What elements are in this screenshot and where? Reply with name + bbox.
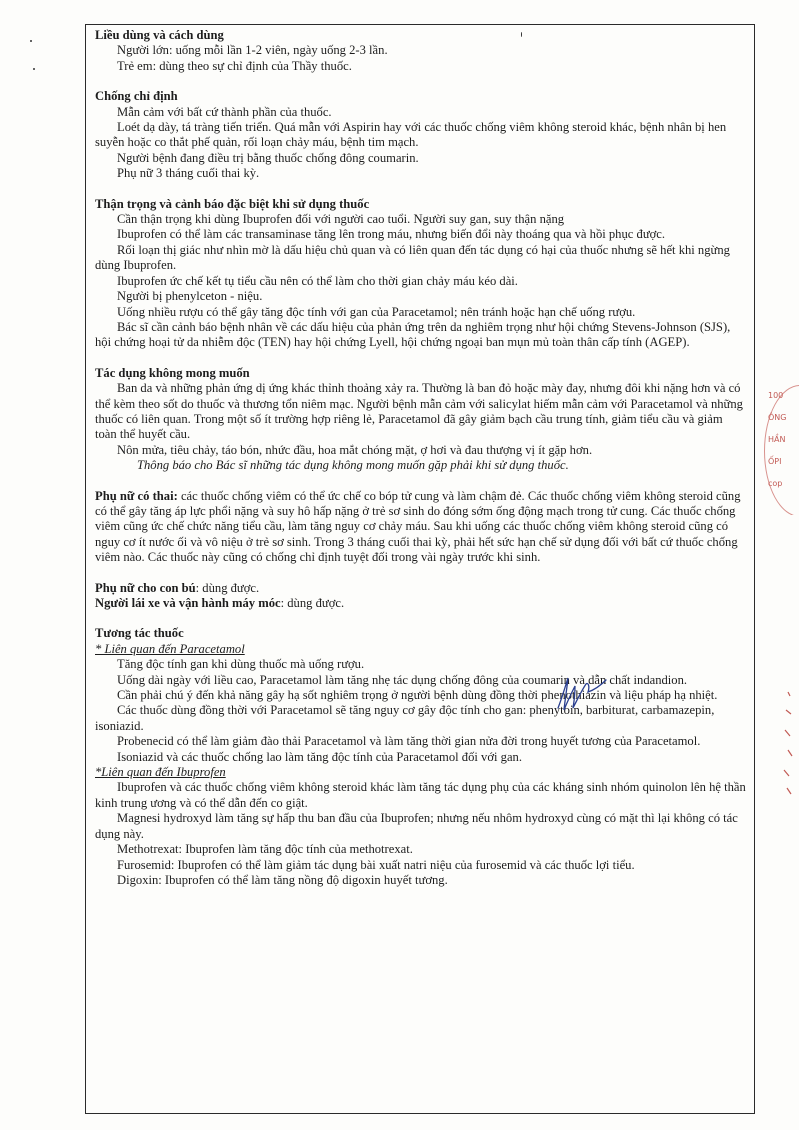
stamp-text: ÔNG xyxy=(768,413,787,422)
paragraph: Bác sĩ cần cảnh báo bệnh nhân về các dấu hiệu của phản ứng trên da nghiêm trọng như hội chứng Stevens-Johnson (SJS), hội chứng hoại tử da nhiễm độc (TEN) hay hội chứng Lyell, hội chứng ngoại ban mụn mủ toàn thân cấp tính (AGEP). xyxy=(95,319,731,350)
section-heading: Thận trọng và cảnh báo đặc biệt khi sử dụng thuốc xyxy=(95,196,370,211)
paragraph: Tăng độc tính gan khi dùng thuốc mà uống rượu. xyxy=(117,657,365,672)
stamp-fragment xyxy=(782,690,794,800)
stamp-text: 100 xyxy=(768,391,784,400)
subheading-ibuprofen: *Liên quan đến Ibuprofen xyxy=(95,765,226,780)
paragraph: Ibuprofen và các thuốc chống viêm không steroid khác làm tăng tác dụng phụ của các kháng sinh nhóm quinolon lên hệ thần kinh trung ương và có thể dẫn đến co giật. xyxy=(95,780,746,810)
paragraph: Probenecid có thể làm giảm đào thải Paracetamol và làm tăng thời gian nửa đời trong huyết tương của Paracetamol. xyxy=(117,734,701,749)
paragraph: Furosemid: Ibuprofen có thể làm giảm tác dụng bài xuất natri niệu của furosemid và các thuốc lợi tiểu. xyxy=(117,857,635,872)
pregnancy-text: các thuốc chống viêm có thể ức chế co bóp tử cung và làm chậm đẻ. Các thuốc chống viêm không steroid cũng có thể gây tăng áp lực phổi nặng và suy hô hấp nặng ở trẻ sơ sinh do đóng sớm ống động mạch trong tử cung. Các thuốc chống viêm cũng ức chế chức năng tiểu cầu, làm tăng nguy cơ chảy máu. Sau khi uống các thuốc chống viêm không steroid cũng có nguy cơ ít nước ối và vô niệu ở trẻ sơ sinh. Trong 3 tháng cuối thai kỳ, phải hết sức hạn chế sử dụng đối với bất cứ thuốc chống viêm nào. Các thuốc này cũng có chống chỉ định tuyệt đối trong vài ngày trước khi sinh. xyxy=(95,488,741,565)
scan-speck xyxy=(30,40,32,42)
section-heading: Tác dụng không mong muốn xyxy=(95,365,250,380)
stamp-text: HẦN xyxy=(768,435,786,444)
paragraph: Ibuprofen có thể làm các transaminase tăng lên trong máu, nhưng biến đổi này thoáng qua và hồi phục được. xyxy=(117,227,666,242)
paragraph xyxy=(95,489,747,566)
section-heading: Liều dùng và cách dùng xyxy=(95,28,224,42)
paragraph: Ibuprofen ức chế kết tụ tiểu cầu nên có thể làm cho thời gian chảy máu kéo dài. xyxy=(117,273,518,288)
paragraph: Mẫn cảm với bất cứ thành phần của thuốc. xyxy=(117,104,332,119)
paragraph: Người bệnh đang điều trị bằng thuốc chống đông coumarin. xyxy=(117,150,419,165)
document-body xyxy=(95,28,747,903)
paragraph xyxy=(95,596,747,611)
paragraph: Phụ nữ 3 tháng cuối thai kỳ. xyxy=(117,166,260,181)
paragraph: Ban da và những phản ứng dị ứng khác thỉnh thoảng xảy ra. Thường là ban đỏ hoặc mày đay, nhưng đôi khi nặng hơn và có thể kèm theo sốt do thuốc và thương tổn niêm mạc. Người bệnh mẫn cảm với salicylat hiếm mẫn cảm với Paracetamol và những thuốc có liên quan. Trong một số ít trường hợp riêng lẻ, Paracetamol đã gây giảm bạch cầu trung tính, giảm tiểu cầu và giảm toàn thể huyết cầu. xyxy=(95,381,743,442)
paragraph: Loét dạ dày, tá tràng tiến triển. Quá mẫn với Aspirin hay với các thuốc chống viêm không steroid khác, bệnh nhân bị hen suyễn hoặc co thắt phế quản, rối loạn chảy máu, bệnh tim mạch. xyxy=(95,120,727,150)
section-dosage xyxy=(95,28,747,74)
paragraph: Cần phải chú ý đến khả năng gây hạ sốt nghiêm trọng ở người bệnh dùng đồng thời phenothiazin và liệu pháp hạ nhiệt. xyxy=(117,688,718,703)
paragraph: Methotrexat: Ibuprofen làm tăng độc tính của methotrexat. xyxy=(117,842,413,857)
section-contraindications xyxy=(95,89,747,181)
driving-label: Người lái xe và vận hành máy móc xyxy=(95,596,281,610)
paragraph: Cần thận trọng khi dùng Ibuprofen đối với người cao tuổi. Người suy gan, suy thận nặng xyxy=(117,212,565,227)
driving-text: : dùng được. xyxy=(280,596,345,610)
pregnancy-label: Phụ nữ có thai: xyxy=(95,488,178,503)
section-lactation-driving xyxy=(95,581,747,612)
paragraph: Uống nhiều rượu có thể gây tăng độc tính với gan của Paracetamol; nên tránh hoặc hạn chế uống rượu. xyxy=(117,304,636,319)
section-interactions xyxy=(95,626,747,888)
paragraph xyxy=(95,581,747,596)
stamp-text: cop xyxy=(768,479,783,488)
paragraph: Các thuốc dùng đồng thời với Paracetamol sẽ tăng nguy cơ gây độc tính cho gan: phenytoin, barbiturat, carbamazepin, isoniazid. xyxy=(95,703,715,733)
section-heading: Tương tác thuốc xyxy=(95,626,184,641)
section-pregnancy xyxy=(95,489,747,566)
paragraph: Người lớn: uống mỗi lần 1-2 viên, ngày uống 2-3 lần. xyxy=(117,43,388,58)
lactation-label: Phụ nữ cho con bú xyxy=(95,580,196,595)
lactation-text: : dùng được. xyxy=(195,580,260,595)
paragraph: Người bị phenylceton - niệu. xyxy=(117,289,263,304)
paragraph: Digoxin: Ibuprofen có thể làm tăng nồng độ digoxin huyết tương. xyxy=(117,872,448,887)
signature xyxy=(550,670,610,720)
section-side-effects xyxy=(95,366,747,474)
side-effects-note: Thông báo cho Bác sĩ những tác dụng không mong muốn gặp phải khi sử dụng thuốc. xyxy=(137,458,569,473)
section-precautions xyxy=(95,197,747,351)
stamp xyxy=(762,385,799,515)
scan-speck xyxy=(33,68,35,70)
section-heading: Chống chỉ định xyxy=(95,89,178,104)
stamp-text: ỐPI xyxy=(768,457,782,466)
paragraph: Nôn mửa, tiêu chảy, táo bón, nhức đầu, hoa mắt chóng mặt, ợ hơi và đau thượng vị ít gặp hơn. xyxy=(117,442,593,457)
subheading-paracetamol: * Liên quan đến Paracetamol xyxy=(95,641,245,656)
paragraph: Trẻ em: dùng theo sự chỉ định của Thầy thuốc. xyxy=(117,58,352,73)
paragraph: Isoniazid và các thuốc chống lao làm tăng độc tính của Paracetamol đối với gan. xyxy=(117,749,522,764)
paragraph: Magnesi hydroxyd làm tăng sự hấp thu ban đầu của Ibuprofen; nhưng nếu nhôm hydroxyd cùng có mặt thì lại không có tác dụng này. xyxy=(95,811,738,841)
paragraph: Rối loạn thị giác như nhìn mờ là dấu hiệu chủ quan và có liên quan đến tác dụng có hại của thuốc nhưng sẽ hết khi ngừng dùng Ibuprofen. xyxy=(95,242,730,273)
paragraph: Uống dài ngày với liều cao, Paracetamol làm tăng nhẹ tác dụng chống đông của coumarin và dẫn chất indandion. xyxy=(117,672,688,687)
